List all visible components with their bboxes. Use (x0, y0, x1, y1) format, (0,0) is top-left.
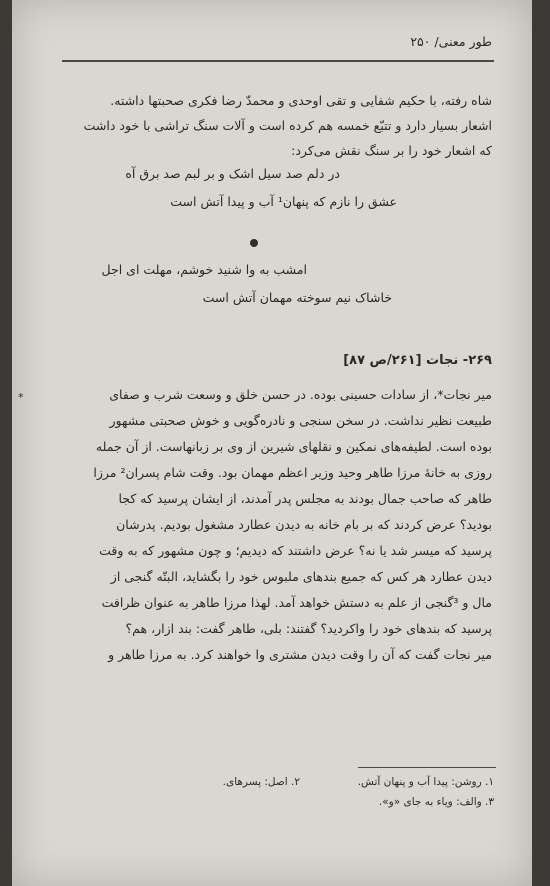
body-line: پرسید که بندهای خود را واکردید؟ گفتند: بلی، طاهر گفت: بند ازار، هم؟ (125, 621, 492, 636)
book-page (12, 0, 532, 886)
body-line: دیدن عطارد هر کس که جمیع بندهای ملبوس خود را بگشاید، البتّه گنجی از (110, 569, 492, 584)
footnote: ۱. روشن: پیدا آب و پنهان آتش. (357, 776, 494, 788)
footnote: ۳. والف: ویاء به جای «و». (378, 796, 494, 808)
verse-line: امشب به وا شنید خوشم، مهلت ای اجل (101, 262, 307, 277)
margin-asterisk: * (18, 391, 24, 404)
verse-line: عشق را نازم که پنهان¹ آب و پیدا آتش است (170, 194, 397, 209)
verse-line: در دلم صد سیل اشک و بر لبم صد برق آه (125, 166, 340, 181)
header-rule (62, 60, 494, 62)
body-line: بودید؟ عرض کردند که بر بام خانه به دیدن عطارد مشغول بودیم. پدرشان (116, 517, 492, 532)
section-heading: ۲۶۹- نجات [۲۶۱/ص ۸۷] (343, 353, 492, 368)
body-line: بوده است. لطیفه‌های نمکین و نقلهای شیرین از وی بر زبانهاست. از آن جمله (95, 439, 492, 454)
body-line: مال و ³گنجی از علم به دستش خواهد آمد. لهذا مرزا طاهر به عنوان ظرافت (101, 595, 492, 610)
body-line: طبیعت نظیر نداشت. در سخن سنجی و نادره‌گویی و خوش صحبتی مشهور (109, 413, 492, 428)
intro-line: شاه رفته، با حکیم شفایی و تقی اوحدی و محمدّ رضا فکری صحبتها داشته. (110, 93, 492, 108)
intro-line: که اشعار خود را بر سنگ نقش می‌کرد: (291, 143, 492, 158)
body-line: طاهر که صاحب جمال بودند به مجلس پدر آمدند، از ایشان پرسید که کجا (118, 491, 492, 506)
footnote-rule (358, 767, 496, 768)
running-header: طور معنی/ ۲۵۰ (410, 34, 492, 49)
verse-line: خاشاک نیم سوخته مهمان آتش است (202, 290, 392, 305)
body-line: پرسید که میسر شد یا نه؟ عرض داشتند که دیدیم؛ و چون مشهور که به وقت (99, 543, 492, 558)
body-line: میر نجات*، از سادات حسینی بوده. در حسن خلق و وسعت شرب و صفای (109, 387, 492, 402)
verse-separator-dot (250, 239, 258, 247)
body-line: میر نجات گفت که آن را وقت دیدن مشتری وا خواهند کرد. به مرزا طاهر و (108, 647, 492, 662)
body-line: روزی به خانهٔ مرزا طاهر وحید وزیر اعظم مهمان بود. وقت شام پسران² مرزا (93, 465, 492, 480)
intro-line: اشعار بسیار دارد و تتبّع خمسه هم کرده است و آلات سنگ تراشی با خود داشت (83, 118, 492, 133)
footnote: ۲. اصل: پسرهای. (222, 776, 300, 788)
